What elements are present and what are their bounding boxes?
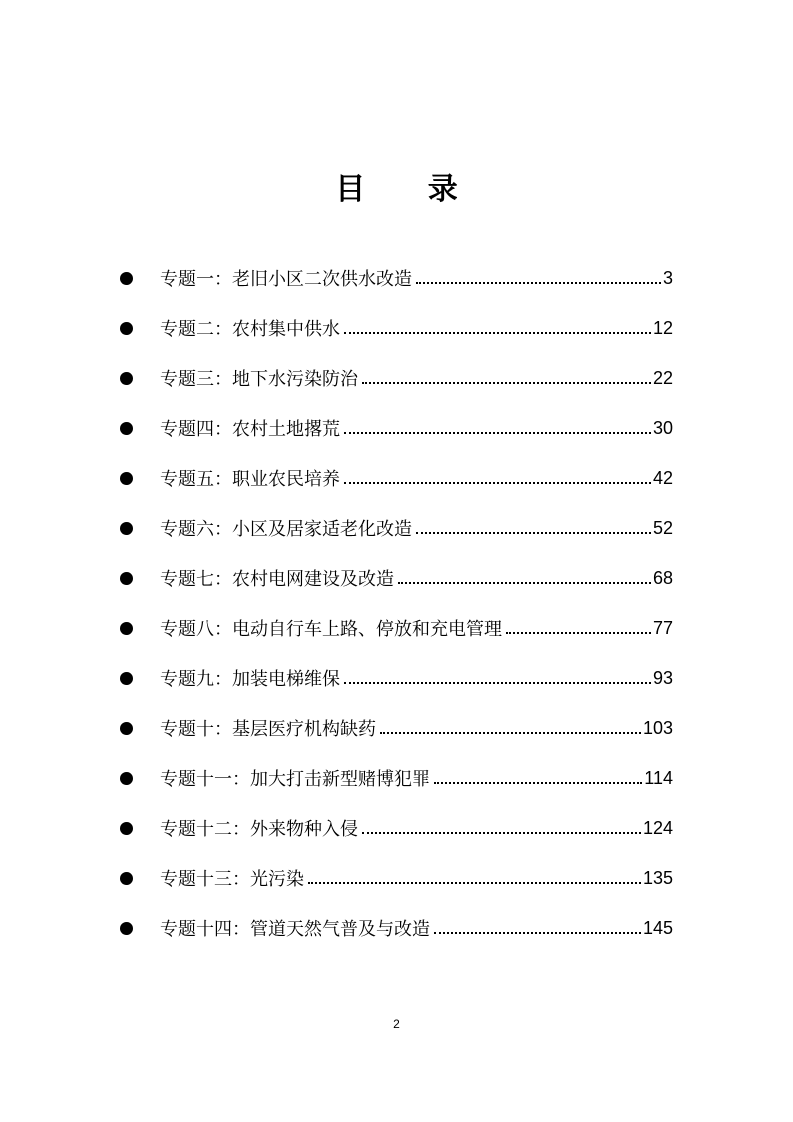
toc-entry-13[interactable] bbox=[120, 858, 673, 898]
toc-entry-3[interactable] bbox=[120, 358, 673, 398]
toc-entry-14[interactable] bbox=[120, 908, 673, 948]
toc-entry-page: 68 bbox=[652, 567, 673, 588]
toc-entry-page: 103 bbox=[642, 717, 673, 738]
bullet-icon bbox=[120, 822, 133, 835]
toc-entry-label: 专题十：基层医疗机构缺药 bbox=[160, 719, 376, 740]
toc-entry-label: 专题三：地下水污染防治 bbox=[160, 369, 358, 390]
dot-leader bbox=[362, 364, 651, 384]
toc-entry-page: 114 bbox=[644, 767, 673, 788]
dot-leader bbox=[380, 714, 641, 734]
toc-entry-label: 专题八：电动自行车上路、停放和充电管理 bbox=[160, 619, 502, 640]
dot-leader bbox=[344, 314, 651, 334]
dot-leader bbox=[416, 514, 651, 534]
toc-entry-page: 124 bbox=[642, 817, 673, 838]
toc-entry-label: 专题九：加装电梯维保 bbox=[160, 669, 340, 690]
toc-entry-page: 52 bbox=[652, 517, 673, 538]
toc-entry-12[interactable] bbox=[120, 808, 673, 848]
toc-entry-page: 135 bbox=[642, 867, 673, 888]
toc-entry-label: 专题十一：加大打击新型赌博犯罪 bbox=[160, 769, 430, 790]
bullet-icon bbox=[120, 622, 133, 635]
bullet-icon bbox=[120, 522, 133, 535]
toc-entry-label: 专题一：老旧小区二次供水改造 bbox=[160, 269, 412, 290]
toc-entry-label: 专题六：小区及居家适老化改造 bbox=[160, 519, 412, 540]
toc-entry-2[interactable] bbox=[120, 308, 673, 348]
dot-leader bbox=[434, 764, 642, 784]
toc-entry-label: 专题五：职业农民培养 bbox=[160, 469, 340, 490]
toc-entry-5[interactable] bbox=[120, 458, 673, 498]
toc-entry-7[interactable] bbox=[120, 558, 673, 598]
bullet-icon bbox=[120, 272, 133, 285]
toc-entry-label: 专题十二：外来物种入侵 bbox=[160, 819, 358, 840]
dot-leader bbox=[434, 914, 641, 934]
toc-entry-page: 30 bbox=[652, 417, 673, 438]
bullet-icon bbox=[120, 422, 133, 435]
bullet-icon bbox=[120, 672, 133, 685]
toc-entry-label: 专题十三：光污染 bbox=[160, 869, 304, 890]
toc-entry-10[interactable] bbox=[120, 708, 673, 748]
toc-entry-4[interactable] bbox=[120, 408, 673, 448]
dot-leader bbox=[344, 464, 651, 484]
dot-leader bbox=[398, 564, 651, 584]
toc-entry-8[interactable] bbox=[120, 608, 673, 648]
dot-leader bbox=[362, 814, 641, 834]
bullet-icon bbox=[120, 322, 133, 335]
page-number: 2 bbox=[393, 1017, 400, 1031]
toc-entry-page: 145 bbox=[642, 917, 673, 938]
dot-leader bbox=[416, 264, 661, 284]
bullet-icon bbox=[120, 722, 133, 735]
bullet-icon bbox=[120, 372, 133, 385]
toc-entry-label: 专题四：农村土地撂荒 bbox=[160, 419, 340, 440]
toc-entry-11[interactable] bbox=[120, 758, 673, 798]
toc-entry-label: 专题十四：管道天然气普及与改造 bbox=[160, 919, 430, 940]
toc-entry-page: 12 bbox=[652, 317, 673, 338]
bullet-icon bbox=[120, 872, 133, 885]
toc-entry-label: 专题二：农村集中供水 bbox=[160, 319, 340, 340]
toc-entry-page: 42 bbox=[652, 467, 673, 488]
bullet-icon bbox=[120, 472, 133, 485]
toc-entry-page: 77 bbox=[652, 617, 673, 638]
toc-entry-9[interactable] bbox=[120, 658, 673, 698]
dot-leader bbox=[506, 614, 651, 634]
toc-entry-page: 3 bbox=[662, 267, 673, 288]
bullet-icon bbox=[120, 572, 133, 585]
toc-entry-page: 22 bbox=[652, 367, 673, 388]
toc-entry-6[interactable] bbox=[120, 508, 673, 548]
toc-entry-page: 93 bbox=[652, 667, 673, 688]
bullet-icon bbox=[120, 922, 133, 935]
dot-leader bbox=[308, 864, 641, 884]
dot-leader bbox=[344, 664, 651, 684]
toc-title: 目 录 bbox=[335, 172, 484, 207]
toc-entry-1[interactable] bbox=[120, 258, 673, 298]
bullet-icon bbox=[120, 772, 133, 785]
dot-leader bbox=[344, 414, 651, 434]
toc-entry-label: 专题七：农村电网建设及改造 bbox=[160, 569, 394, 590]
